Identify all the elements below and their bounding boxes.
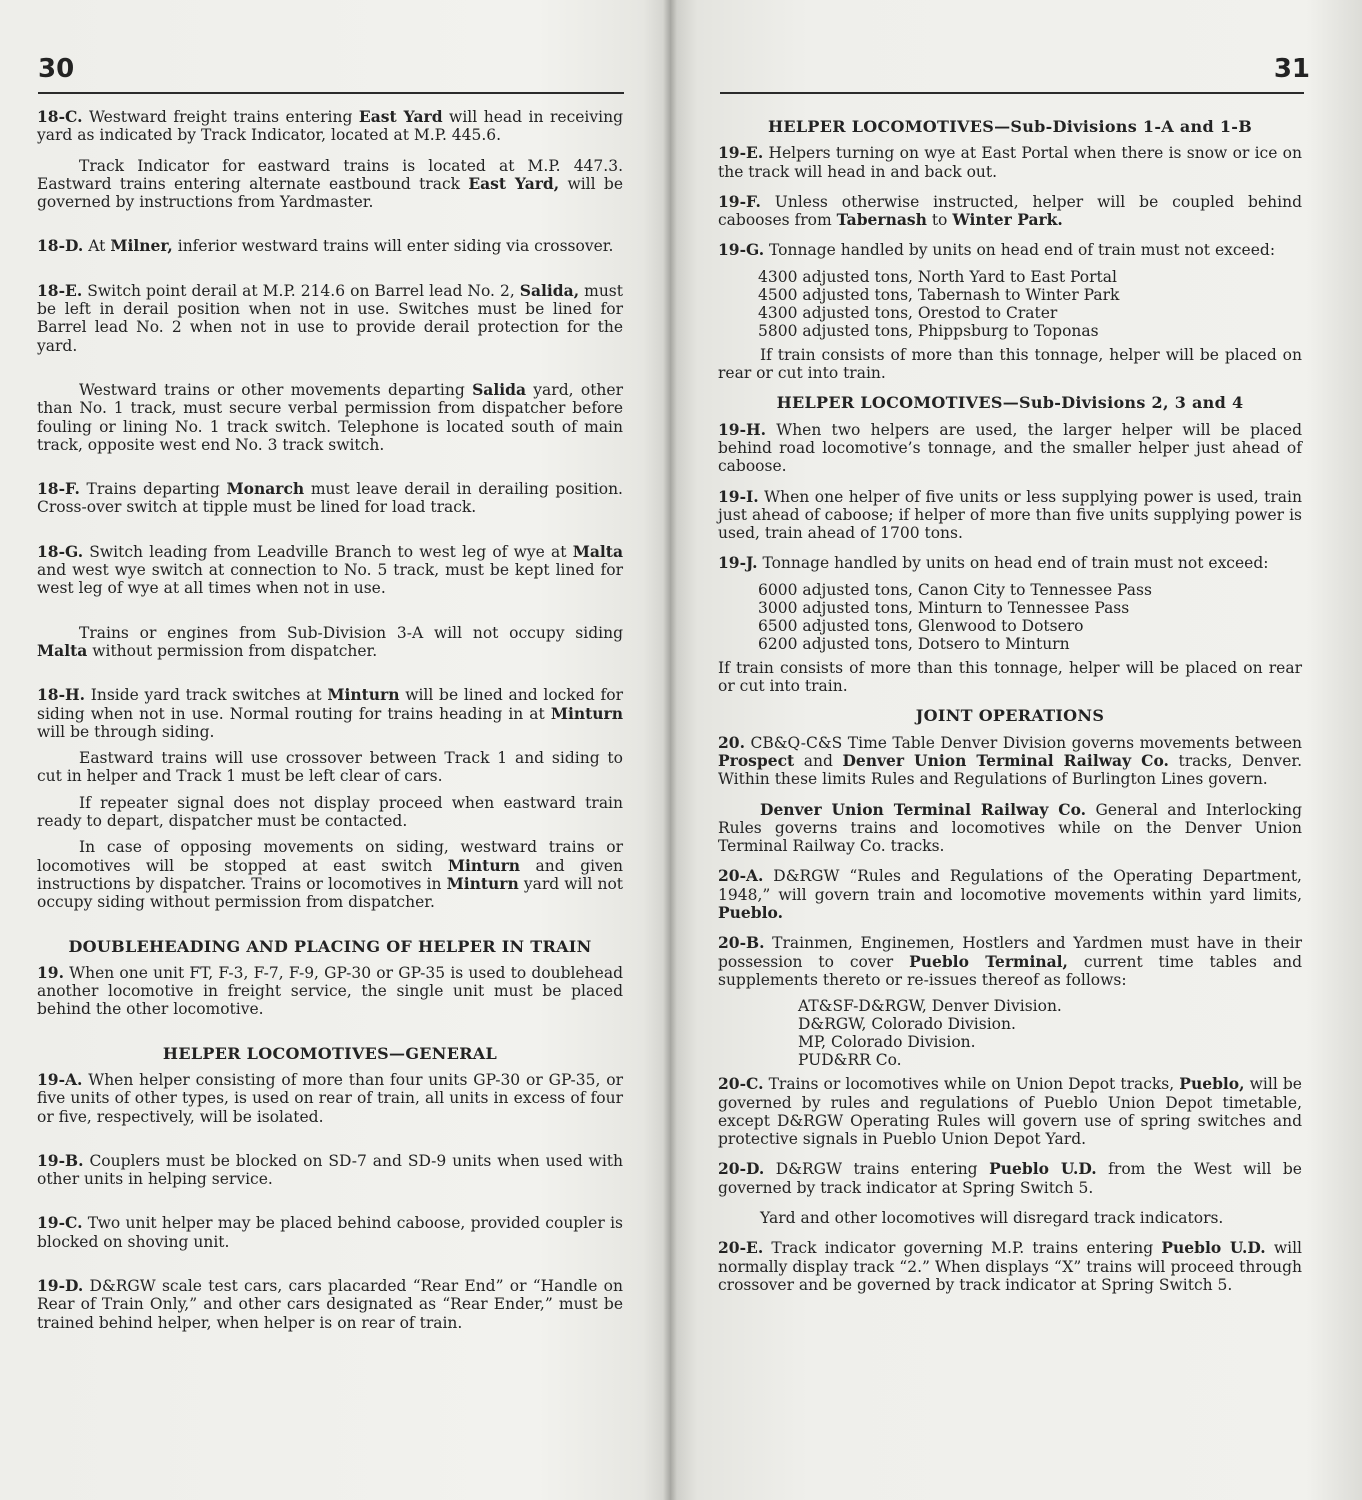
text-run: will normally display track “2.” When displays “X” trains will proceed through crossover and be governed by track indicator at Spring Switch 5. <box>718 1239 1302 1294</box>
text-run: Westward freight trains entering <box>82 108 359 126</box>
rule-paragraph <box>718 144 1302 181</box>
rule-paragraph <box>718 1209 1302 1227</box>
section-heading: HELPER LOCOMOTIVES—GENERAL <box>162 1043 498 1063</box>
bold-text: Monarch <box>226 479 305 499</box>
bold-text: Pueblo U.D. <box>1161 1238 1266 1258</box>
bold-text: Pueblo, <box>1179 1074 1245 1094</box>
bold-text: 19-F. <box>718 191 761 211</box>
list-item: 6000 adjusted tons, Canon City to Tennessee Pass <box>758 580 1152 599</box>
text-run: Westward trains or other movements departing <box>79 380 473 399</box>
text-run: and <box>794 751 843 770</box>
text-run: yard, other than No. 1 track, must secure verbal permission from dispatcher before fouling or lining No. 1 track switch. Telephone is located south of main track, opposite west end No. 3 track switch. <box>37 380 623 454</box>
bold-text: 18-E. <box>37 280 83 300</box>
rule-paragraph <box>718 346 1302 383</box>
rule-paragraph <box>37 108 623 145</box>
rule-paragraph <box>37 964 623 1019</box>
bold-text: 18-C. <box>37 107 83 126</box>
book-gutter <box>663 0 677 1500</box>
bold-text: 18-F. <box>37 479 80 499</box>
section-heading: HELPER LOCOMOTIVES—Sub-Divisions 1-A and 1-B <box>767 117 1253 136</box>
left-page <box>0 0 670 1500</box>
text-run: CB&Q-C&S Time Table Denver Division governs movements between <box>744 733 1302 752</box>
text-run: Two unit helper may be placed behind caboose, provided coupler is blocked on shoving unit. <box>37 1214 623 1251</box>
text-run: will head in receiving yard as indicated by Track Indicator, located at M.P. 445.6. <box>37 108 623 145</box>
rule-paragraph <box>718 1160 1302 1197</box>
bold-text: 19. <box>37 962 64 982</box>
bold-text: Malta <box>572 541 623 561</box>
list-item: 4300 adjusted tons, North Yard to East Portal <box>758 267 1117 286</box>
rule-paragraph <box>37 282 623 355</box>
text-run: When helper consisting of more than four units GP-30 or GP-35, or five units of other types, is used on rear of train, all units in excess of four or five, respectively, will be isolated. <box>37 1070 623 1126</box>
text-run: In case of opposing movements on siding, westward trains or locomotives will be stopped at east switch <box>37 838 623 875</box>
text-run: Switch point derail at M.P. 214.6 on Barrel lead No. 2, <box>82 281 520 300</box>
bold-text: Minturn <box>447 855 521 875</box>
rule-paragraph <box>37 794 623 831</box>
rule-paragraph <box>37 480 623 517</box>
section-heading: JOINT OPERATIONS <box>915 706 1105 726</box>
bold-text: 19-I. <box>718 486 759 506</box>
bold-text: 18-G. <box>37 541 84 561</box>
rule-paragraph <box>718 488 1302 543</box>
rule-paragraph <box>37 686 623 741</box>
rule-paragraph <box>37 749 623 786</box>
text-run: Track Indicator for eastward trains is located at M.P. 447.3. Eastward trains entering alternate eastbound track <box>37 156 623 193</box>
text-run: D&RGW trains entering <box>764 1160 990 1179</box>
text-run: When one helper of five units or less supplying power is used, train just ahead of caboose; if helper of more than five units supplying power is used, train ahead of 1700 tons. <box>718 487 1302 543</box>
text-run: will be through siding. <box>37 722 215 741</box>
text-run: will be governed by rules and regulations of Pueblo Union Depot timetable, except D&RGW Operating Rules will govern use of spring switches and protective signals in Pueblo Union Depot Yard. <box>718 1075 1302 1149</box>
rule-paragraph <box>718 734 1302 789</box>
text-run: Track indicator governing M.P. trains entering <box>763 1239 1162 1258</box>
bold-text: East Yard, <box>468 173 560 193</box>
list-item: 4500 adjusted tons, Tabernash to Winter Park <box>758 285 1120 304</box>
text-run: Eastward trains will use crossover between Track 1 and siding to cut in helper and Track 1 must be left clear of cars. <box>37 749 623 786</box>
bold-text: Pueblo Terminal, <box>909 951 1068 971</box>
rule-paragraph <box>37 1214 623 1251</box>
list-item: MP, Colorado Division. <box>798 1033 976 1052</box>
list-item: AT&SF-D&RGW, Denver Division. <box>798 997 1062 1016</box>
list-item: 6500 adjusted tons, Glenwood to Dotsero <box>758 616 1084 635</box>
text-run: If train consists of more than this tonnage, helper will be placed on rear or cut into train. <box>718 658 1302 696</box>
rule-paragraph <box>718 934 1302 989</box>
bold-text: Denver Union Terminal Railway Co. <box>842 750 1169 770</box>
bold-text: Pueblo U.D. <box>989 1159 1097 1179</box>
bold-text: 19-J. <box>718 553 758 573</box>
bold-text: 20-B. <box>718 933 765 953</box>
text-run: Couplers must be blocked on SD-7 and SD-9 units when used with other units in helping service. <box>37 1151 623 1189</box>
bold-text: Prospect <box>718 750 795 770</box>
text-run: Unless otherwise instructed, helper will be coupled behind cabooses from <box>718 192 1302 230</box>
section-heading: HELPER LOCOMOTIVES—Sub-Divisions 2, 3 and 4 <box>776 393 1244 413</box>
text-run: will be governed by instructions from Yardmaster. <box>37 174 623 212</box>
rule-paragraph <box>718 421 1302 476</box>
rule-paragraph <box>718 659 1302 696</box>
bold-text: Minturn <box>446 873 519 893</box>
bold-text: 19-C. <box>37 1213 83 1233</box>
text-run: tracks, Denver. Within these limits Rules and Regulations of Burlington Lines govern. <box>718 751 1302 789</box>
text-run: Switch leading from Leadville Branch to west leg of wye at <box>83 542 573 561</box>
text-run: Helpers turning on wye at East Portal when there is snow or ice on the track will head in and back out. <box>718 144 1302 181</box>
text-run: Tonnage handled by units on head end of train must not exceed: <box>764 241 1276 260</box>
bold-text: 19-H. <box>718 419 767 439</box>
bold-text: 18-H. <box>37 685 86 705</box>
text-run: inferior westward trains will enter siding via crossover. <box>172 237 614 256</box>
text-run: must leave derail in derailing position. Cross-over switch at tipple must be lined for load track. <box>37 480 623 517</box>
bold-text: 19-A. <box>37 1069 83 1089</box>
rule-paragraph <box>37 237 623 255</box>
text-run: D&RGW “Rules and Regulations of the Operating Department, 1948,” will govern train and locomotive movements within yard limits, <box>718 867 1302 904</box>
rule-paragraph <box>718 554 1302 572</box>
list-item: 3000 adjusted tons, Minturn to Tennessee Pass <box>758 598 1130 617</box>
tonnage-list <box>798 997 1302 1069</box>
bold-text: Winter Park. <box>952 210 1063 230</box>
text-run: Trains or locomotives while on Union Depot tracks, <box>763 1075 1180 1094</box>
list-item: 4300 adjusted tons, Orestod to Crater <box>758 303 1058 322</box>
bold-text: East Yard <box>358 107 443 126</box>
text-run: When two helpers are used, the larger helper will be placed behind road locomotive’s tonnage, and the smaller helper just ahead of caboose. <box>718 420 1302 476</box>
text-run: If train consists of more than this tonnage, helper will be placed on rear or cut into train. <box>718 345 1302 383</box>
rule-paragraph <box>37 1277 623 1332</box>
text-run: to <box>926 211 953 230</box>
rule-paragraph <box>37 157 623 212</box>
section-heading: DOUBLEHEADING AND PLACING OF HELPER IN TRAIN <box>68 936 592 956</box>
bold-text: Salida, <box>519 280 580 300</box>
list-item: 6200 adjusted tons, Dotsero to Minturn <box>758 634 1070 653</box>
header-rule <box>38 92 624 94</box>
left-page-text <box>37 108 623 1344</box>
text-run: must be left in derail position when not in use. Switches must be lined for Barrel lead No. 2 when not in use to provide derail protection for the yard. <box>37 281 623 355</box>
rule-paragraph <box>37 381 623 454</box>
bold-text: Milner, <box>110 236 173 256</box>
page-number: 31 <box>1273 54 1310 84</box>
text-run: and west wye switch at connection to No. 5 track, must be kept lined for west leg of wye at all times when not in use. <box>37 561 623 598</box>
text-run: At <box>83 237 111 256</box>
text-run: from the West will be governed by track indicator at Spring Switch 5. <box>718 1160 1302 1197</box>
bold-text: Denver Union Terminal Railway Co. <box>760 799 1087 819</box>
rule-paragraph <box>37 838 623 911</box>
bold-text: Salida <box>472 379 526 399</box>
bold-text: 18-D. <box>37 236 84 256</box>
bold-text: 19-D. <box>37 1276 84 1296</box>
bold-text: 19-G. <box>718 240 765 260</box>
text-run: If repeater signal does not display proceed when eastward train ready to depart, dispatcher must be contacted. <box>37 793 623 831</box>
bold-text: Malta <box>37 640 88 660</box>
bold-text: 19-B. <box>37 1150 84 1170</box>
bold-text: Minturn <box>327 685 400 705</box>
right-page-text <box>718 108 1302 1306</box>
text-run: D&RGW scale test cars, cars placarded “Rear End” or “Handle on Rear of Train Only,” and other cars designated as “Rear Ender,” must be trained behind helper, when helper is on rear of train. <box>37 1277 623 1332</box>
text-run: When one unit FT, F-3, F-7, F-9, GP-30 or GP-35 is used to doublehead another locomotive in freight service, the single unit must be placed behind the other locomotive. <box>37 963 623 1019</box>
bold-text: Pueblo. <box>718 903 783 923</box>
list-item: 5800 adjusted tons, Phippsburg to Toponas <box>758 321 1099 340</box>
text-run: Trainmen, Enginemen, Hostlers and Yardmen must have in their possession to cover <box>718 934 1302 971</box>
bold-text: 20-E. <box>718 1238 764 1258</box>
rule-paragraph <box>37 624 623 661</box>
text-run: yard will not occupy siding without permission from dispatcher. <box>37 874 624 912</box>
bold-text: Tabernash <box>836 210 927 230</box>
text-run: General and Interlocking Rules governs trains and locomotives while on the Denver Union Terminal Railway Co. tracks. <box>718 800 1302 856</box>
bold-text: Minturn <box>550 703 623 723</box>
list-item: PUD&RR Co. <box>798 1051 902 1070</box>
bold-text: 20-C. <box>718 1074 764 1094</box>
text-run: without permission from dispatcher. <box>87 641 378 660</box>
text-run: and given instructions by dispatcher. Trains or locomotives in <box>37 856 623 893</box>
bold-text: 20-A. <box>718 866 764 886</box>
text-run: Yard and other locomotives will disregard track indicators. <box>760 1208 1224 1227</box>
text-run: Trains or engines from Sub-Division 3-A will not occupy siding <box>79 623 623 642</box>
rule-paragraph <box>718 1075 1302 1148</box>
rule-paragraph <box>718 193 1302 230</box>
tonnage-list <box>758 268 1302 340</box>
rule-paragraph <box>37 1152 623 1189</box>
page-number: 30 <box>38 54 75 84</box>
text-run: Tonnage handled by units on head end of train must not exceed: <box>757 554 1269 573</box>
text-run: Trains departing <box>79 480 227 499</box>
right-page <box>670 0 1362 1500</box>
rule-paragraph <box>37 543 623 598</box>
bold-text: 20-D. <box>718 1159 765 1179</box>
rule-paragraph <box>718 1239 1302 1294</box>
header-rule <box>720 92 1304 94</box>
tonnage-list <box>758 581 1302 653</box>
list-item: D&RGW, Colorado Division. <box>798 1015 1016 1034</box>
bold-text: 19-E. <box>718 143 764 163</box>
rule-paragraph <box>37 1071 623 1126</box>
text-run: Inside yard track switches at <box>85 686 328 705</box>
rule-paragraph <box>718 241 1302 259</box>
text-run: current time tables and supplements thereto or re-issues thereof as follows: <box>718 952 1302 989</box>
bold-text: 20. <box>718 732 745 752</box>
text-run: will be lined and locked for siding when not in use. Normal routing for trains heading in at <box>37 686 624 723</box>
rule-paragraph <box>718 801 1302 856</box>
rule-paragraph <box>718 867 1302 922</box>
